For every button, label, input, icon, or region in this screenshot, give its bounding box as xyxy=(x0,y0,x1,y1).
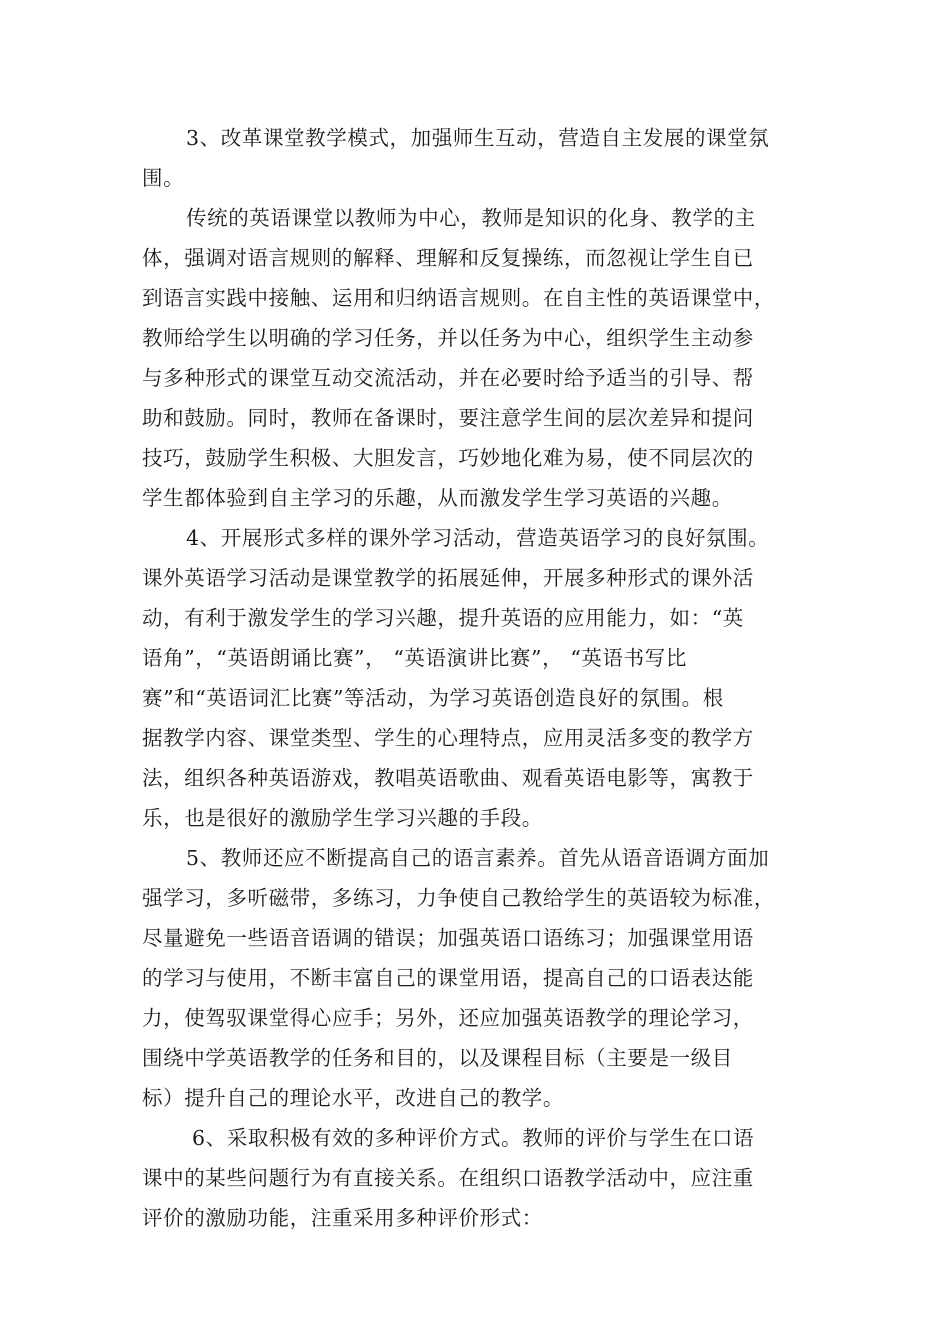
text-line: 课外英语学习活动是课堂教学的拓展延伸，开展多种形式的课外活 xyxy=(142,566,754,590)
text-line: 动，有利于激发学生的学习兴趣，提升英语的应用能力，如：“英 xyxy=(142,606,744,630)
document-body xyxy=(142,118,812,1238)
text-line: 传统的英语课堂以教师为中心，教师是知识的化身、教学的主 xyxy=(186,206,756,230)
text-line: 与多种形式的课堂互动交流活动，并在必要时给予适当的引导、帮 xyxy=(142,366,754,390)
text-line: 语角”，“英语朗诵比赛”， “英语演讲比赛”， “英语书写比 xyxy=(142,646,687,670)
text-line: 课中的某些问题行为有直接关系。在组织口语教学活动中，应注重 xyxy=(142,1166,754,1190)
text-line: 围绕中学英语教学的任务和目的，以及课程目标（主要是一级目 xyxy=(142,1046,733,1070)
text-line: 3、改革课堂教学模式，加强师生互动，营造自主发展的课堂氛 xyxy=(186,126,770,150)
text-line: 到语言实践中接触、运用和归纳语言规则。在自主性的英语课堂中， xyxy=(142,286,775,310)
text-line: 强学习，多听磁带，多练习，力争使自己教给学生的英语较为标准， xyxy=(142,886,775,910)
text-line: 乐，也是很好的激励学生学习兴趣的手段。 xyxy=(142,806,543,830)
text-line: 学生都体验到自主学习的乐趣，从而激发学生学习英语的兴趣。 xyxy=(142,486,733,510)
text-line: 6、采取积极有效的多种评价方式。教师的评价与学生在口语 xyxy=(192,1126,755,1150)
text-line: 据教学内容、课堂类型、学生的心理特点，应用灵活多变的教学方 xyxy=(142,726,754,750)
text-line: 助和鼓励。同时，教师在备课时，要注意学生间的层次差异和提问 xyxy=(142,406,754,430)
text-line: 围。 xyxy=(142,166,185,190)
text-line: 的学习与使用，不断丰富自己的课堂用语，提高自己的口语表达能 xyxy=(142,966,754,990)
text-line: 法，组织各种英语游戏，教唱英语歌曲、观看英语电影等，寓教于 xyxy=(142,766,754,790)
text-line: 教师给学生以明确的学习任务，并以任务为中心，组织学生主动参 xyxy=(142,326,754,350)
text-line: 4、开展形式多样的课外学习活动，营造英语学习的良好氛围。 xyxy=(186,526,770,550)
text-line: 力，使驾驭课堂得心应手；另外，还应加强英语教学的理论学习， xyxy=(142,1006,754,1030)
text-line: 技巧，鼓励学生积极、大胆发言，巧妙地化难为易，使不同层次的 xyxy=(142,446,754,470)
text-line: 尽量避免一些语音语调的错误；加强英语口语练习；加强课堂用语 xyxy=(142,926,754,950)
text-line: 标）提升自己的理论水平，改进自己的教学。 xyxy=(142,1086,564,1110)
text-line: 体，强调对语言规则的解释、理解和反复操练，而忽视让学生自已 xyxy=(142,246,754,270)
text-line: 5、教师还应不断提高自己的语言素养。首先从语音语调方面加 xyxy=(186,846,770,870)
text-line: 评价的激励功能，注重采用多种评价形式： xyxy=(142,1206,543,1230)
text-line: 赛”和“英语词汇比赛”等活动，为学习英语创造良好的氛围。根 xyxy=(142,686,724,710)
